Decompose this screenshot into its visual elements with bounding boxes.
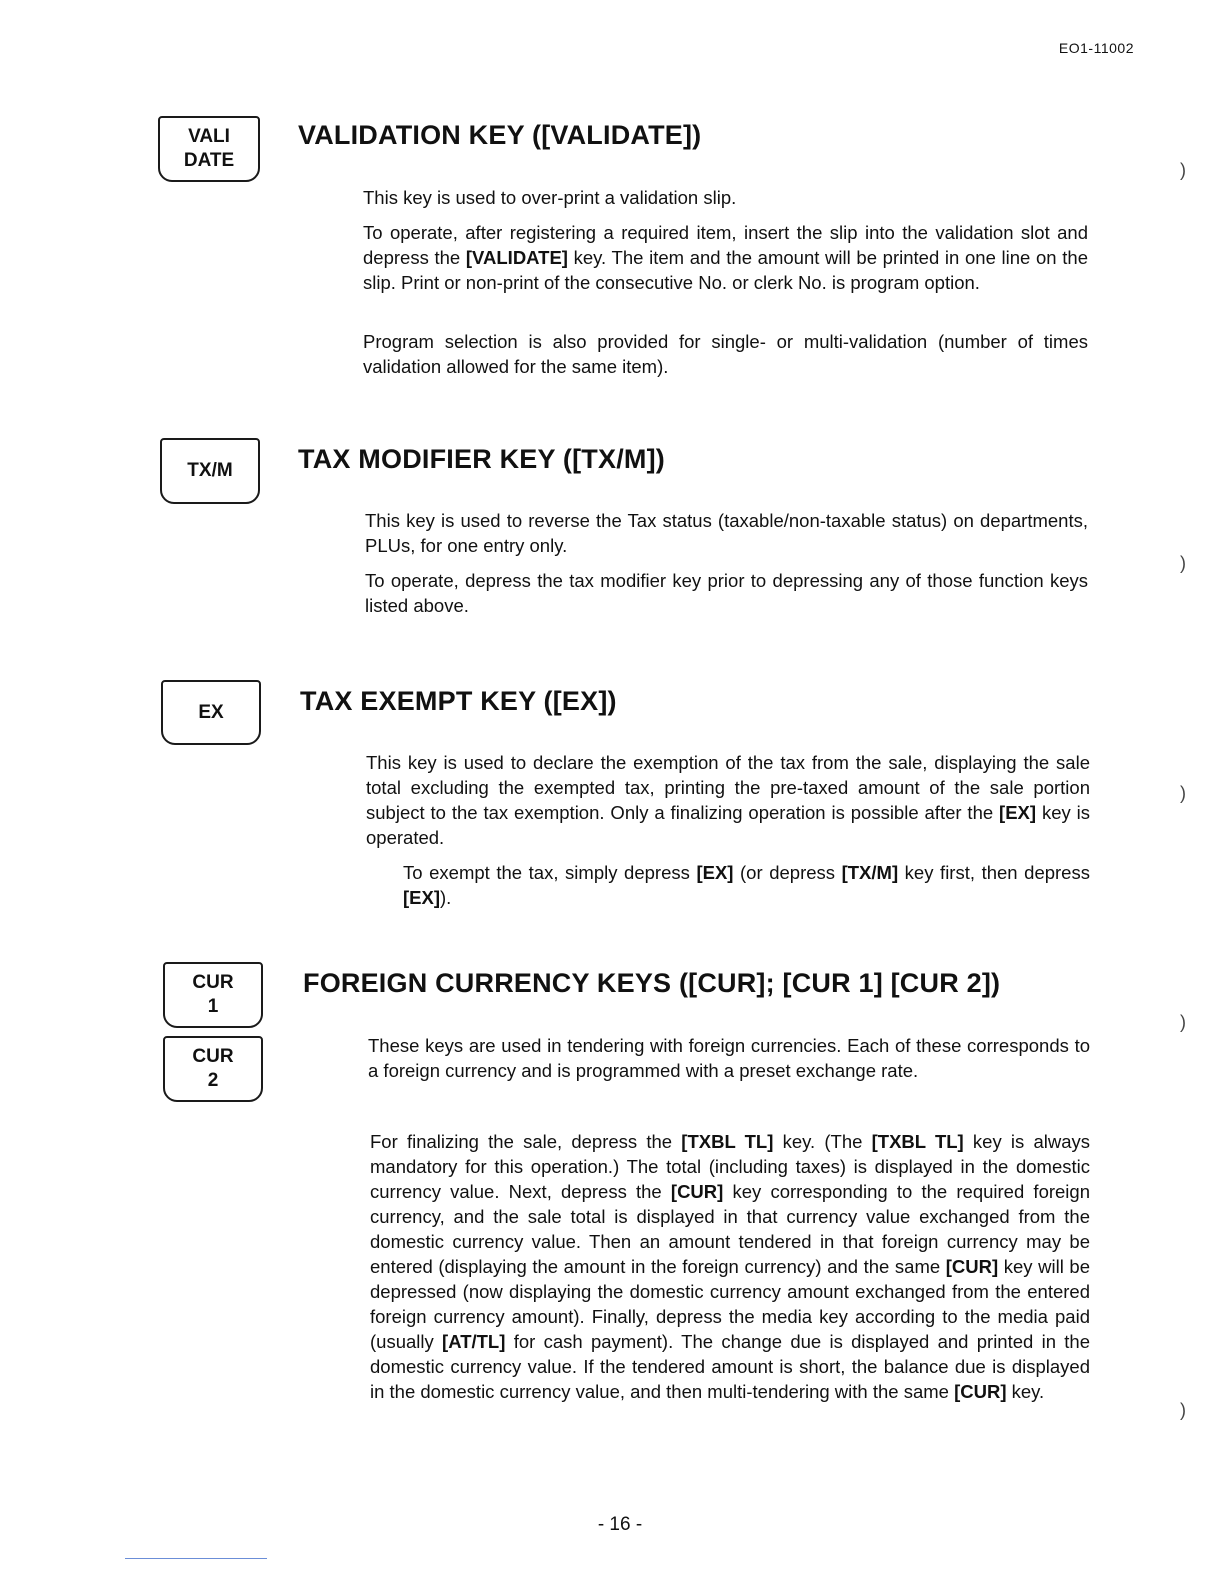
currency-2-key-icon xyxy=(163,1036,263,1102)
tax-modifier-key-label: TX/M xyxy=(187,460,233,481)
tax-exempt-heading: TAX EXEMPT KEY ([EX]) xyxy=(300,686,617,716)
cur-p2-text-7: key. xyxy=(1006,1381,1045,1402)
tax-exempt-p1-text: This key is used to declare the exemption of the tax from the sale, displaying the sale total excluding the exempted tax, printing the pre-taxed amount of the sale portion subject to the tax exemption. Only a finalizing operation is possible after the xyxy=(366,752,1090,823)
tax-exempt-p2-text-4: ). xyxy=(440,887,452,908)
validate-key-icon xyxy=(158,116,260,182)
cur-p2-text-2: key. (The xyxy=(773,1131,872,1152)
validate-paragraph-1: This key is used to over-print a validation slip. xyxy=(363,187,737,208)
cur-key-ref: [CUR] xyxy=(670,1181,724,1202)
tax-exempt-paragraph-1 xyxy=(366,750,1090,850)
cur-p2-text-5: key will be depressed (now displaying the domestic currency amount exchanged from the entered foreign currency amount). Finally, depress the media key according to the media paid (usually xyxy=(370,1256,1090,1352)
currency-1-key-label-line2: 1 xyxy=(207,996,219,1017)
document-id: EO1-11002 xyxy=(1058,40,1134,56)
margin-mark: ) xyxy=(1180,160,1186,180)
margin-mark: ) xyxy=(1180,783,1186,803)
tax-exempt-p2-text-3: key first, then depress xyxy=(898,862,1090,883)
tax-modifier-paragraph-2: To operate, depress the tax modifier key prior to depressing any of those function keys listed above. xyxy=(365,570,1088,616)
margin-mark: ) xyxy=(1180,1400,1186,1420)
cur-key-ref-2: [CUR] xyxy=(945,1256,999,1277)
ex-key-ref-2: [EX] xyxy=(696,862,734,883)
currency-2-key-label-line2: 2 xyxy=(207,1070,219,1091)
margin-mark: ) xyxy=(1180,1012,1186,1032)
cur-key-ref-3: [CUR] xyxy=(954,1381,1007,1402)
validate-paragraph-2 xyxy=(363,220,1088,295)
txm-key-ref: [TX/M] xyxy=(841,862,899,883)
tax-modifier-key-icon xyxy=(160,438,260,504)
tax-exempt-key-icon xyxy=(161,680,261,745)
validate-paragraph-3: Program selection is also provided for single- or multi-validation (number of times validation allowed for the same item). xyxy=(363,331,1088,377)
margin-mark: ) xyxy=(1180,553,1186,573)
validate-p2-text: To operate, after registering a required item, insert the slip into the validation slot and depress the xyxy=(363,222,1088,268)
currency-1-key-icon xyxy=(163,962,263,1028)
ex-key-ref: [EX] xyxy=(999,802,1037,823)
at-tl-key-ref: [AT/TL] xyxy=(442,1331,506,1352)
foreign-currency-paragraph-1: These keys are used in tendering with foreign currencies. Each of these corresponds to a foreign currency and is programmed with a preset exchange rate. xyxy=(368,1035,1090,1081)
tax-modifier-paragraph-1: This key is used to reverse the Tax status (taxable/non-taxable status) on departments, PLUs, for one entry only. xyxy=(365,510,1088,556)
txbl-tl-key-ref-2: [TXBL TL] xyxy=(871,1131,964,1152)
cur-p2-text-3: key is always mandatory for this operation.) The total (including taxes) is displayed in the domestic currency value. Next, depress the xyxy=(370,1131,1091,1202)
tax-modifier-heading: TAX MODIFIER KEY ([TX/M]) xyxy=(298,444,665,474)
currency-1-key-label-line1: CUR xyxy=(192,972,234,993)
foreign-currency-heading: FOREIGN CURRENCY KEYS ([CUR]; [CUR 1] [CUR 2]) xyxy=(303,968,1001,998)
cur-p2-text-4: key corresponding to the required foreign currency, and the sale total is displayed in that currency value exchanged from the domestic currency value. Then an amount tendered in that foreign currency may be entered (displaying the amount in the foreign currency) and the same xyxy=(370,1181,1090,1277)
validate-key-label-line2: DATE xyxy=(183,150,235,171)
page-number: - 16 - xyxy=(597,1514,643,1535)
validate-p2-text-end: key. The item and the amount will be printed in one line on the slip. Print or non-print of the consecutive No. or clerk No. is program option. xyxy=(363,247,1088,293)
tax-exempt-p1-text-end: key is operated. xyxy=(366,802,1090,848)
tax-exempt-paragraph-2 xyxy=(403,860,1090,910)
foreign-currency-paragraph-2 xyxy=(370,1129,1090,1404)
cur-p2-text-1: For finalizing the sale, depress the xyxy=(370,1131,682,1152)
ex-key-ref-3: [EX] xyxy=(403,887,440,908)
txbl-tl-key-ref: [TXBL TL] xyxy=(681,1131,774,1152)
tax-exempt-key-label: EX xyxy=(198,701,224,723)
validate-key-ref: [VALIDATE] xyxy=(465,247,568,268)
footer-rule xyxy=(125,1558,267,1559)
cur-p2-text-6: for cash payment). The change due is displayed and printed in the domestic currency value. If the tendered amount is short, the balance due is displayed in the domestic currency value, and then multi-tendering with the same xyxy=(370,1331,1091,1402)
validate-heading: VALIDATION KEY ([VALIDATE]) xyxy=(298,120,702,150)
validate-key-label-line1: VALI xyxy=(188,126,230,147)
currency-2-key-label-line1: CUR xyxy=(192,1046,234,1067)
tax-exempt-p2-text-2: (or depress xyxy=(733,862,842,883)
tax-exempt-p2-text-1: To exempt the tax, simply depress xyxy=(403,862,697,883)
